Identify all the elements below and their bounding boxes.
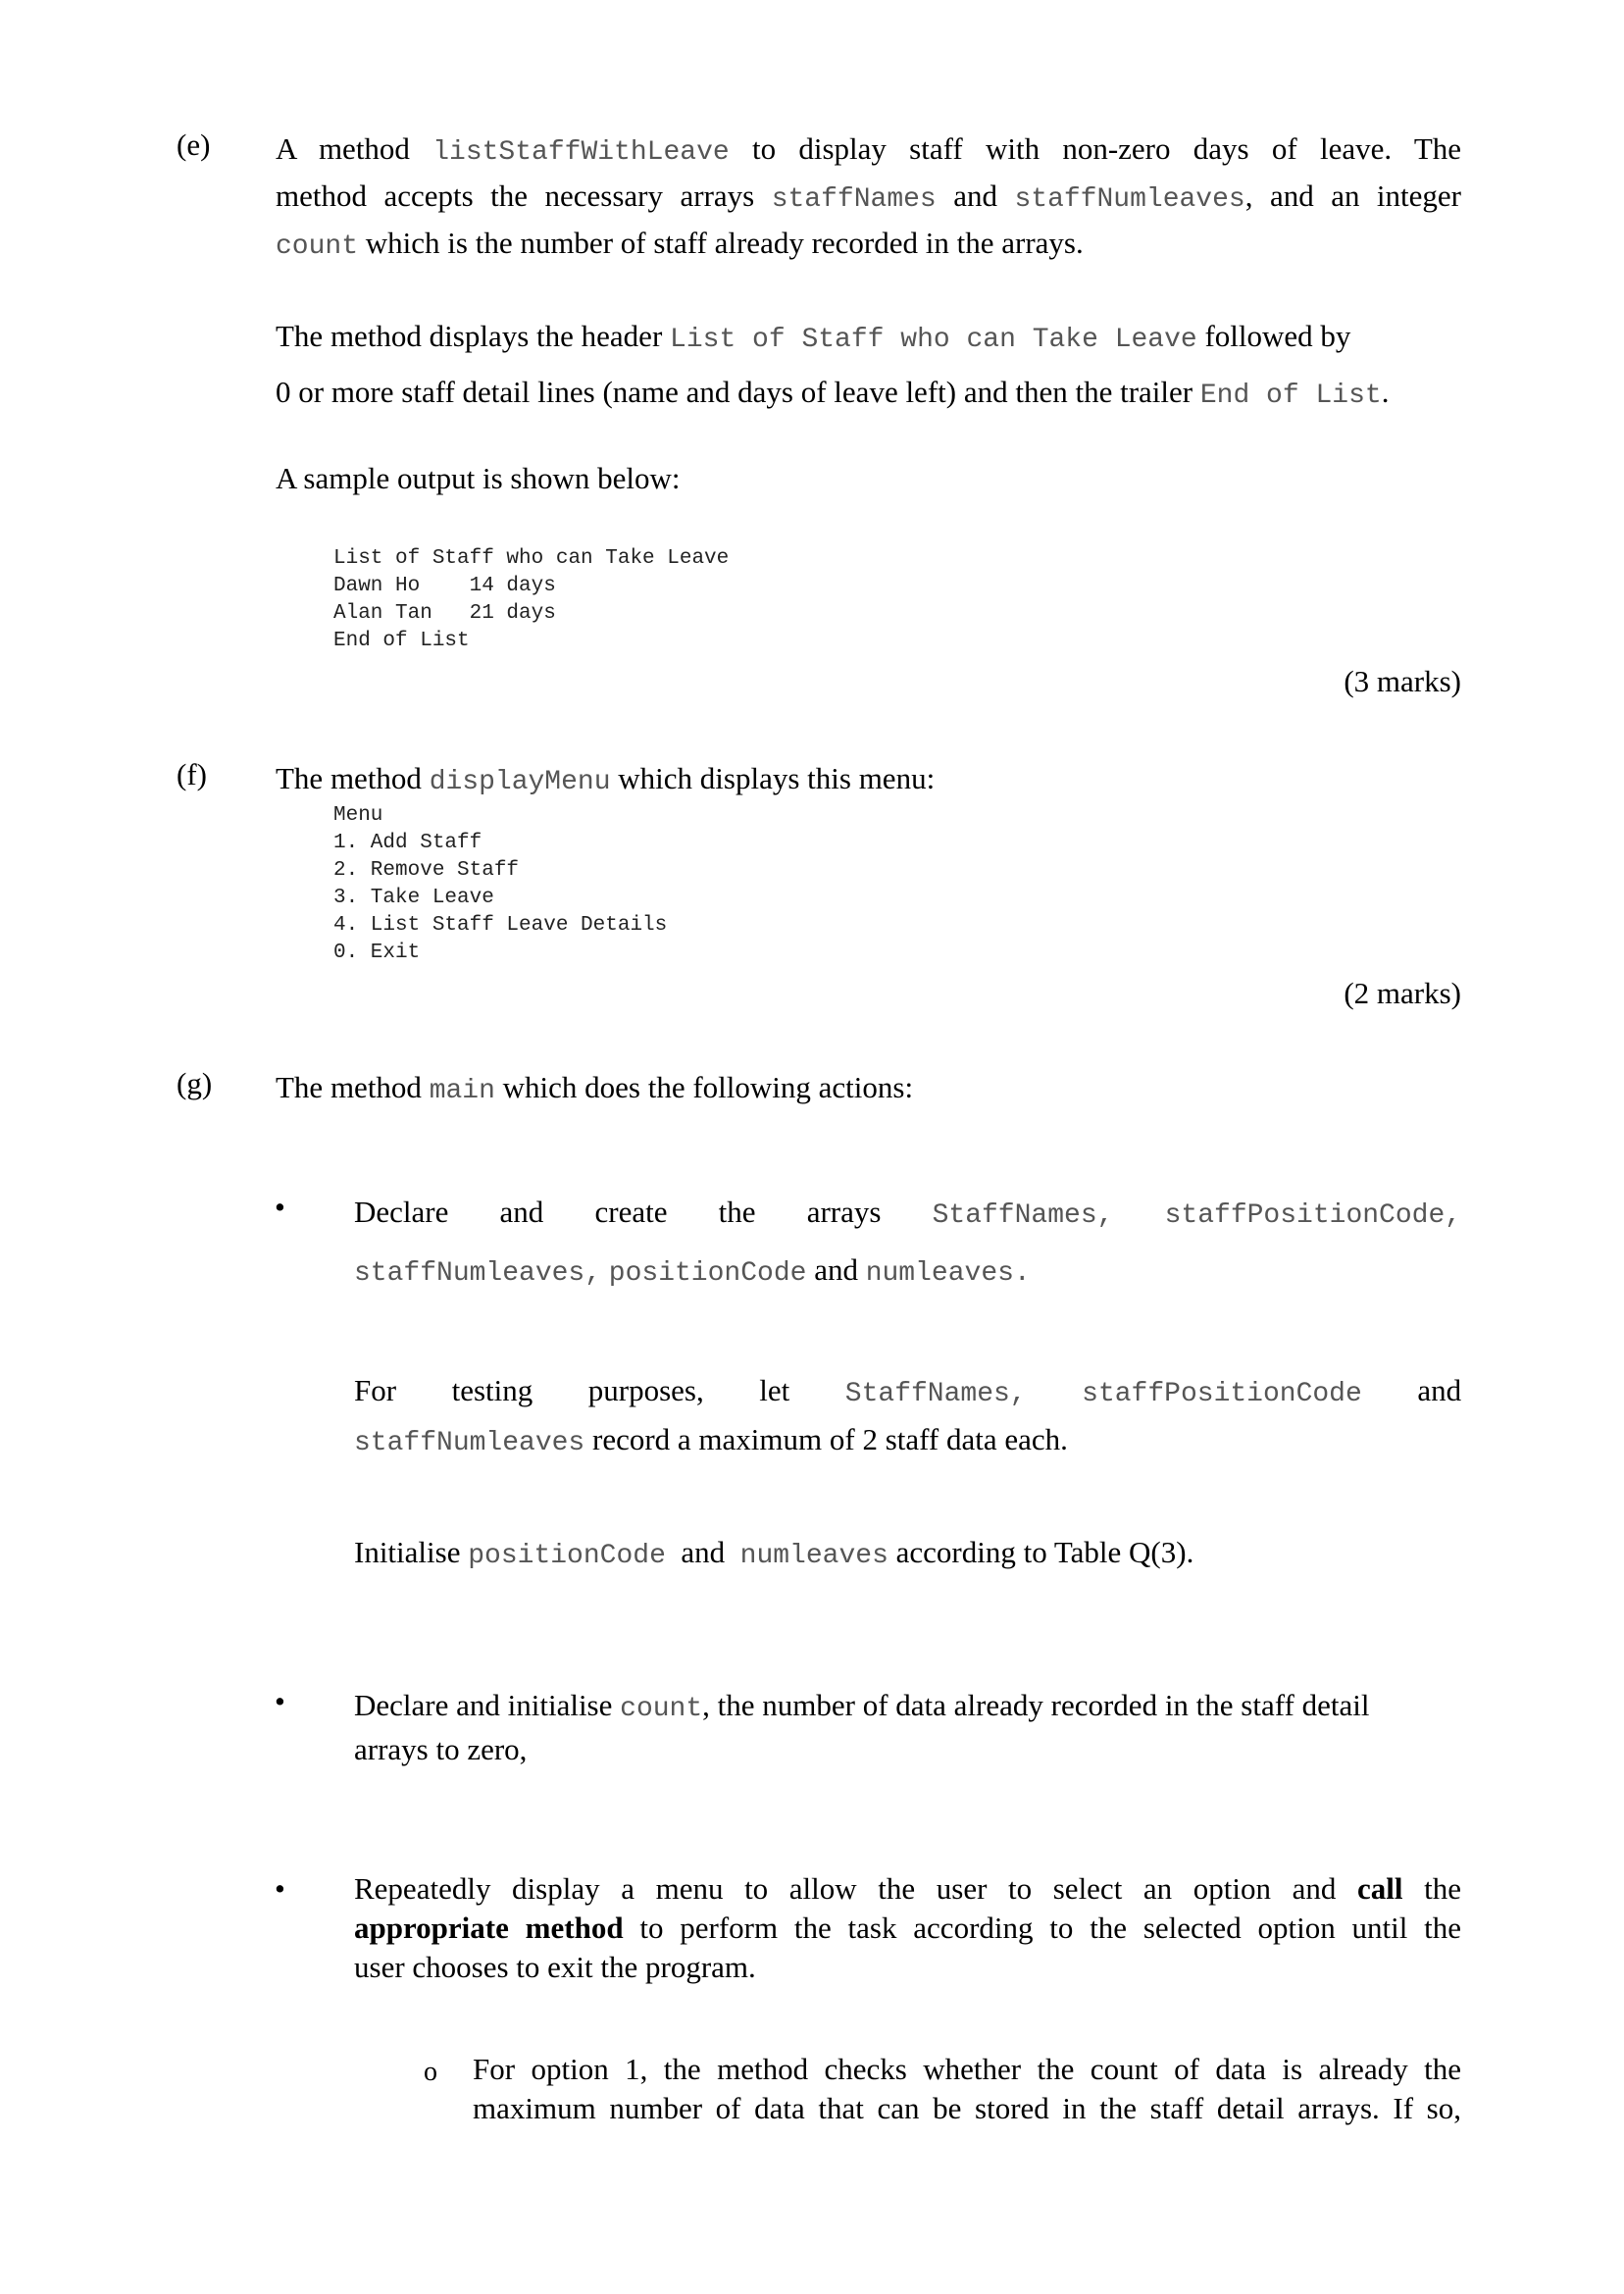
bullet1-line2 — [354, 1247, 1461, 1298]
code-header: List of Staff who can Take Leave — [670, 325, 1197, 355]
text: testing — [451, 1373, 533, 1407]
text: Declare and initialise — [354, 1688, 613, 1722]
text: and — [681, 1535, 726, 1569]
code-StaffNames: StaffNames, — [844, 1379, 1027, 1409]
text: which is the number of staff already recorded in the arrays. — [365, 226, 1084, 260]
sub1-line2: maximum number of data that can be stored in the staff detail arrays. If so, — [473, 2091, 1461, 2125]
text: . — [1381, 375, 1390, 409]
sample-output-line: Dawn Ho 14 days — [333, 575, 556, 597]
sample-output-line: End of List — [333, 630, 470, 652]
part-f-label: (f) — [177, 757, 207, 791]
part-e-para1-line2 — [276, 173, 1461, 224]
text: arrays — [806, 1195, 882, 1229]
code-staffNumleaves: staffNumleaves, — [354, 1258, 602, 1289]
code-staffNames: staffNames — [771, 184, 937, 215]
text: record a maximum of 2 staff data each. — [592, 1422, 1068, 1456]
bold-call: call — [1357, 1871, 1403, 1906]
text: the — [718, 1195, 756, 1229]
code-staffPositionCode: staffPositionCode — [1082, 1379, 1362, 1409]
part-f-marks: (2 marks) — [1344, 976, 1461, 1010]
text: The method displays the header — [276, 319, 663, 353]
part-e-para2-line1 — [276, 313, 1461, 364]
sample-output — [333, 545, 729, 655]
text: method accepts the necessary arrays — [276, 178, 755, 213]
part-f-para1 — [276, 755, 1461, 806]
bullet2-line2: arrays to zero, — [354, 1732, 528, 1766]
code-positionCode: positionCode — [608, 1258, 807, 1289]
menu-line: Menu — [333, 804, 383, 827]
bullet-icon: • — [275, 1871, 285, 1906]
code-staffNumleaves: staffNumleaves — [354, 1428, 585, 1458]
text: according to Table Q(3). — [895, 1535, 1194, 1569]
bold-appropriate-method: appropriate method — [354, 1911, 624, 1945]
part-e-para2-line2 — [276, 369, 1461, 420]
code-staffPositionCode: staffPositionCode, — [1164, 1200, 1462, 1231]
code-numleaves: numleaves — [739, 1541, 888, 1571]
bullet1-line1 — [354, 1189, 1461, 1240]
text: to perform the task according to the selected option until the — [639, 1911, 1462, 1945]
code-StaffNames: StaffNames, — [932, 1200, 1114, 1231]
text: and — [814, 1252, 858, 1287]
part-e-para1-line3 — [276, 220, 1461, 271]
text: The method — [276, 1070, 422, 1104]
code-trailer: End of List — [1199, 381, 1382, 411]
code-count: count — [276, 231, 359, 262]
menu-line: 4. List Staff Leave Details — [333, 914, 668, 937]
code-positionCode: positionCode — [468, 1541, 666, 1571]
text: which displays this menu: — [618, 761, 936, 795]
code-count: count — [620, 1694, 703, 1724]
text: , and an integer — [1244, 178, 1461, 213]
text: and — [1417, 1373, 1462, 1407]
bullet1-para2-line2 — [354, 1416, 1461, 1467]
bullet3-line2 — [354, 1909, 1461, 1948]
part-e-para3: A sample output is shown below: — [276, 461, 681, 495]
text: Initialise — [354, 1535, 461, 1569]
code-staffNumleaves: staffNumleaves — [1014, 184, 1245, 215]
text: 0 or more staff detail lines (name and days of leave left) and then the trailer — [276, 375, 1193, 409]
text: to display staff with non-zero days of leave. The — [751, 131, 1462, 166]
sample-output-line: Alan Tan 21 days — [333, 602, 556, 625]
bullet1-para3 — [354, 1529, 1461, 1580]
sub1-line1: For option 1, the method checks whether the count of data is already the — [473, 2052, 1461, 2086]
code-main: main — [429, 1076, 495, 1106]
text: , the number of data already recorded in the staff detail — [702, 1688, 1370, 1722]
text: Repeatedly display a menu to allow the user to select an option and — [354, 1871, 1337, 1906]
bullet-icon: • — [275, 1190, 285, 1224]
bullet3-line3: user chooses to exit the program. — [354, 1950, 756, 1984]
bullet-icon: • — [275, 1684, 285, 1718]
text: The method — [276, 761, 422, 795]
text: For — [354, 1373, 397, 1407]
text: create — [594, 1195, 668, 1229]
code-displayMenu: displayMenu — [429, 767, 611, 797]
sample-output-line: List of Staff who can Take Leave — [333, 547, 730, 570]
part-g-para1 — [276, 1064, 1461, 1115]
text: followed by — [1204, 319, 1351, 353]
text: the — [1424, 1871, 1462, 1906]
menu-line: 3. Take Leave — [333, 887, 494, 909]
text: let — [759, 1373, 790, 1407]
code-listStaffWithLeave: listStaffWithLeave — [432, 137, 730, 168]
text: and — [499, 1195, 544, 1229]
bullet1-para2-line1 — [354, 1367, 1461, 1418]
menu-line: 0. Exit — [333, 942, 421, 964]
bullet3-line1 — [354, 1869, 1461, 1909]
circle-bullet-icon: o — [424, 2057, 437, 2087]
text: purposes, — [587, 1373, 704, 1407]
menu-line: 2. Remove Staff — [333, 859, 520, 882]
text: which does the following actions: — [502, 1070, 914, 1104]
menu-output — [333, 802, 667, 967]
part-e-marks: (3 marks) — [1344, 664, 1461, 698]
code-numleaves: numleaves. — [865, 1258, 1031, 1289]
menu-line: 1. Add Staff — [333, 832, 482, 854]
part-e-label: (e) — [177, 127, 211, 162]
text: Declare — [354, 1195, 449, 1229]
text: and — [953, 178, 997, 213]
text: A method — [276, 131, 410, 166]
part-g-label: (g) — [177, 1066, 213, 1100]
part-e-para1-line1 — [276, 126, 1461, 177]
